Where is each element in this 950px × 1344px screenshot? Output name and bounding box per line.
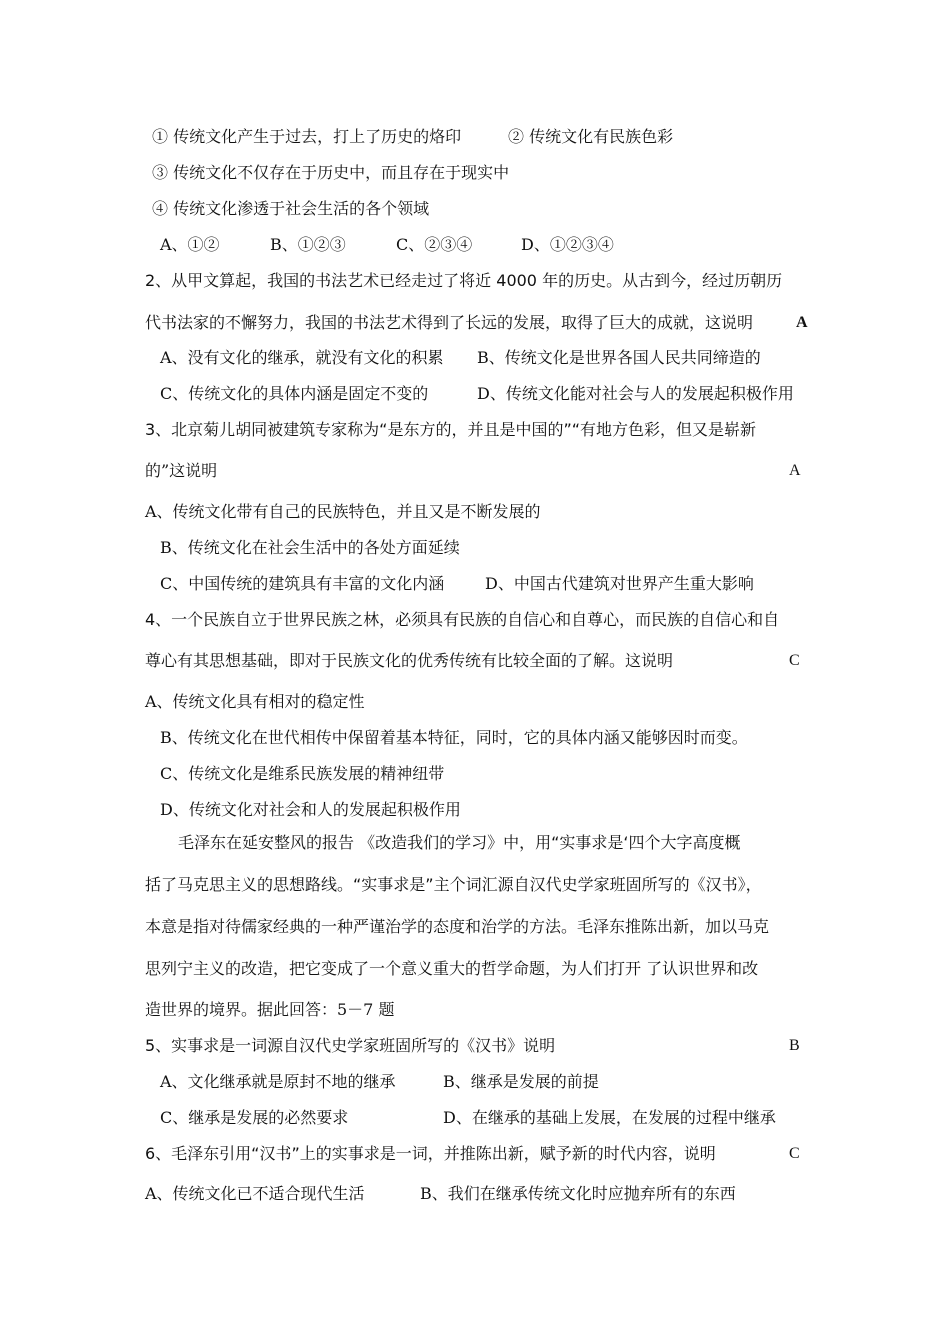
- q1-statement-1: ① 传统文化产生于过去，打上了历史的烙印: [152, 127, 462, 146]
- q1-option-c: C、②③④: [396, 235, 473, 254]
- q5-option-b: B、继承是发展的前提: [443, 1072, 599, 1091]
- q4-option-c: C、传统文化是维系民族发展的精神纽带: [160, 764, 445, 783]
- q1-statement-3: ③ 传统文化不仅存在于历史中，而且存在于现实中: [152, 163, 510, 182]
- q5-option-d: D、在继承的基础上发展，在发展的过程中继承: [443, 1108, 776, 1127]
- q4-option-b: B、传统文化在世代相传中保留着基本特征，同时，它的具体内涵又能够因时而变。: [160, 728, 748, 747]
- q6-option-b: B、我们在继承传统文化时应抛弃所有的东西: [420, 1184, 736, 1203]
- passage-line-3: 本意是指对待儒家经典的一种严谨治学的态度和治学的方法。毛泽东推陈出新，加以马克: [145, 917, 770, 936]
- q1-option-d: D、①②③④: [521, 235, 614, 254]
- q2-stem-line-2: 代书法家的不懈努力，我国的书法艺术得到了长远的发展，取得了巨大的成就，这说明: [145, 313, 754, 332]
- q4-answer: C: [789, 652, 800, 669]
- q2-answer: A: [796, 314, 808, 331]
- q3-stem-line-2: 的”这说明: [145, 461, 218, 480]
- passage-line-4: 思列宁主义的改造，把它变成了一个意义重大的哲学命题，为人们打开 了认识世界和改: [145, 959, 759, 978]
- q3-option-a: A、传统文化带有自己的民族特色，并且又是不断发展的: [145, 502, 541, 521]
- q2-option-d: D、传统文化能对社会与人的发展起积极作用: [477, 384, 794, 403]
- q3-option-d: D、中国古代建筑对世界产生重大影响: [485, 574, 754, 593]
- q3-option-c: C、中国传统的建筑具有丰富的文化内涵: [160, 574, 445, 593]
- q1-option-a: A、①②: [160, 235, 220, 254]
- q6-stem: 6、毛泽东引用“汉书”上的实事求是一词，并推陈出新，赋予新的时代内容，说明: [145, 1144, 716, 1163]
- q3-option-b: B、传统文化在社会生活中的各处方面延续: [160, 538, 460, 557]
- q2-option-c: C、传统文化的具体内涵是固定不变的: [160, 384, 429, 403]
- q5-stem: 5、实事求是一词源自汉代史学家班固所写的《汉书》说明: [145, 1036, 556, 1055]
- q5-option-c: C、继承是发展的必然要求: [160, 1108, 349, 1127]
- passage-line-2: 括了马克思主义的思想路线。“实事求是”主个词汇源自汉代史学家班固所写的《汉书》，: [145, 875, 762, 894]
- q1-statement-2: ② 传统文化有民族色彩: [508, 127, 674, 146]
- q2-stem-line-1: 2、从甲文算起，我国的书法艺术已经走过了将近 4000 年的历史。从古到今，经过历朝历: [145, 271, 783, 290]
- q1-statement-4: ④ 传统文化渗透于社会生活的各个领域: [152, 199, 430, 218]
- q1-option-b: B、①②③: [270, 235, 346, 254]
- q4-stem-line-2: 尊心有其思想基础，即对于民族文化的优秀传统有比较全面的了解。这说明: [145, 651, 674, 670]
- q4-stem-line-1: 4、一个民族自立于世界民族之林，必须具有民族的自信心和自尊心，而民族的自信心和自: [145, 610, 780, 629]
- passage-line-5: 造世界的境界。据此回答：5－7 题: [145, 1000, 395, 1019]
- q4-option-a: A、传统文化具有相对的稳定性: [145, 692, 365, 711]
- q2-option-b: B、传统文化是世界各国人民共同缔造的: [477, 348, 761, 367]
- q3-answer: A: [789, 462, 801, 479]
- q5-option-a: A、文化继承就是原封不地的继承: [160, 1072, 396, 1091]
- q6-answer: C: [789, 1145, 800, 1162]
- passage-line-1: 毛泽东在延安整风的报告 《改造我们的学习》中，用“实事求是‘四个大字高度概: [178, 833, 741, 852]
- q3-stem-line-1: 3、北京菊儿胡同被建筑专家称为“是东方的，并且是中国的”“有地方色彩，但又是崭新: [145, 420, 757, 439]
- q6-option-a: A、传统文化已不适合现代生活: [145, 1184, 365, 1203]
- q4-option-d: D、传统文化对社会和人的发展起积极作用: [160, 800, 461, 819]
- q5-answer: B: [789, 1037, 800, 1054]
- q2-option-a: A、没有文化的继承，就没有文化的积累: [160, 348, 444, 367]
